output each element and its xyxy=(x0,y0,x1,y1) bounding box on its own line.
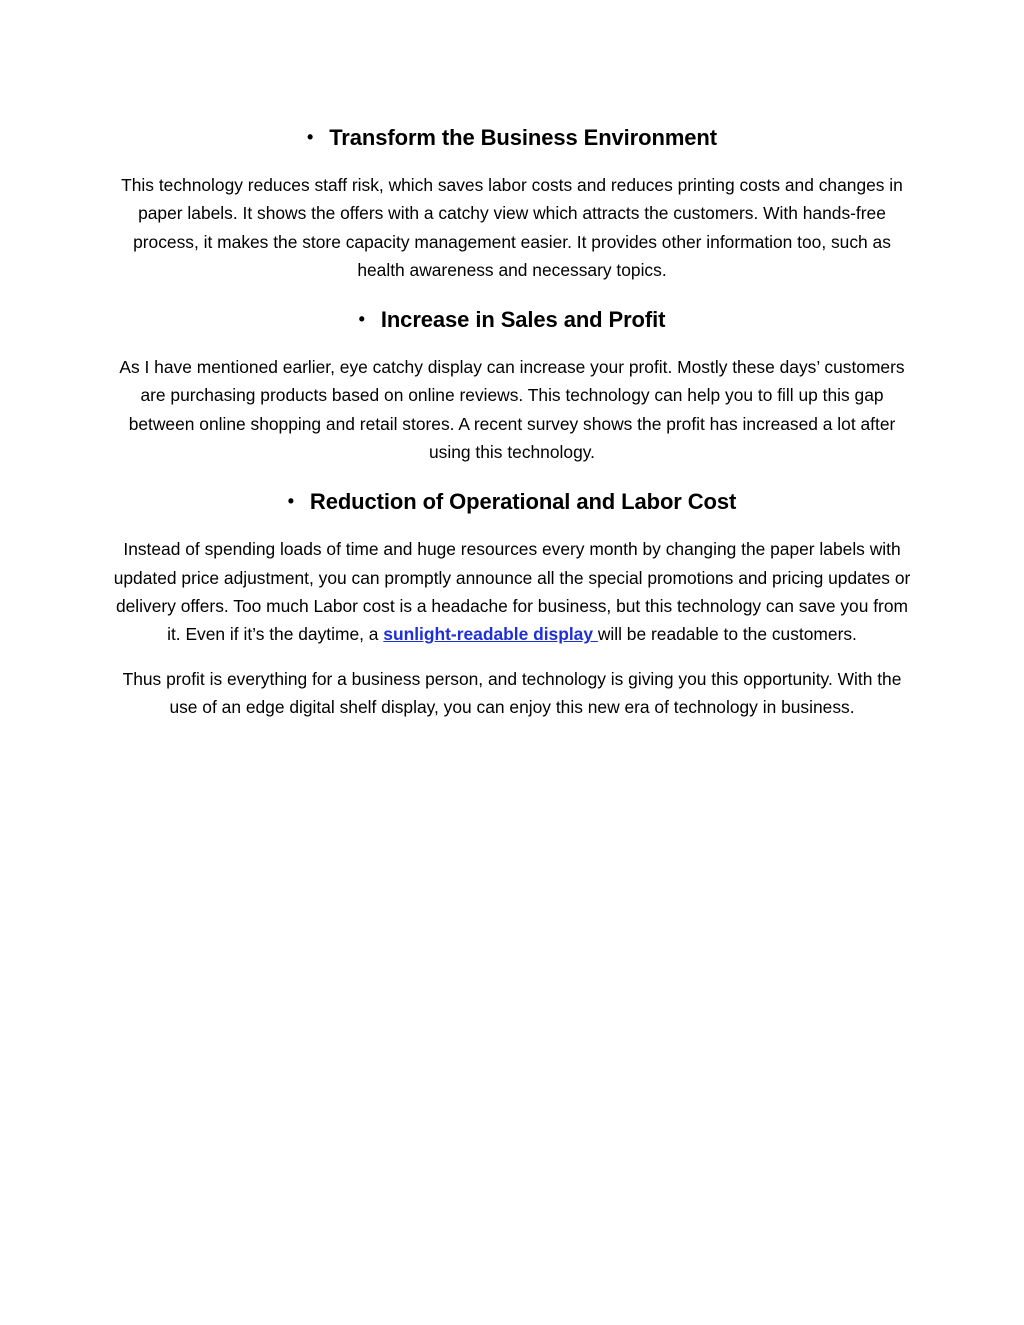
closing-paragraph: Thus profit is everything for a business person, and technology is giving you this opportunity. With the use of an edge digital shelf display, you can enjoy this new era of technology in business. xyxy=(122,668,902,717)
section-heading xyxy=(112,120,912,157)
section-sales-profit xyxy=(112,302,912,466)
heading-text: Reduction of Operational and Labor Cost xyxy=(309,489,737,515)
section-paragraph: This technology reduces staff risk, which saves labor costs and reduces printing costs and changes in paper labels. It shows the offers with a catchy view which attracts the customers. With hands-free process, it makes the store capacity management easier. It provides other information too, such as health awareness and necessary topics. xyxy=(121,175,903,280)
section-heading xyxy=(112,302,912,339)
document-page xyxy=(112,120,912,721)
section-heading xyxy=(112,484,912,521)
section-operational-cost xyxy=(112,484,912,648)
heading-text: Transform the Business Environment xyxy=(329,125,717,150)
bullet-icon: • xyxy=(306,127,314,147)
bullet-icon: • xyxy=(287,491,294,512)
paragraph-text-before-link: Instead of spending loads of time and huge resources every month by changing the paper labels with updated price adjustment, you can promptly announce all the special promotions and pricing updates or delivery offers. Too much Labor cost is a headache for business, but this technology can save you from it. Even if it’s the daytime, a xyxy=(113,539,911,645)
section-paragraph: As I have mentioned earlier, eye catchy display can increase your profit. Mostly these days’ customers are purchasing products based on online reviews. This technology can help you to fill up this gap between online shopping and retail stores. A recent survey shows the profit has increased a lot after using this technology. xyxy=(119,357,905,463)
sunlight-readable-display-link[interactable]: sunlight-readable display xyxy=(383,624,598,645)
bullet-icon: • xyxy=(358,309,365,330)
section-paragraph xyxy=(112,535,912,648)
paragraph-text-after-link: will be readable to the customers. xyxy=(597,624,857,645)
heading-text: Increase in Sales and Profit xyxy=(380,307,666,333)
section-transform-business xyxy=(112,120,912,284)
